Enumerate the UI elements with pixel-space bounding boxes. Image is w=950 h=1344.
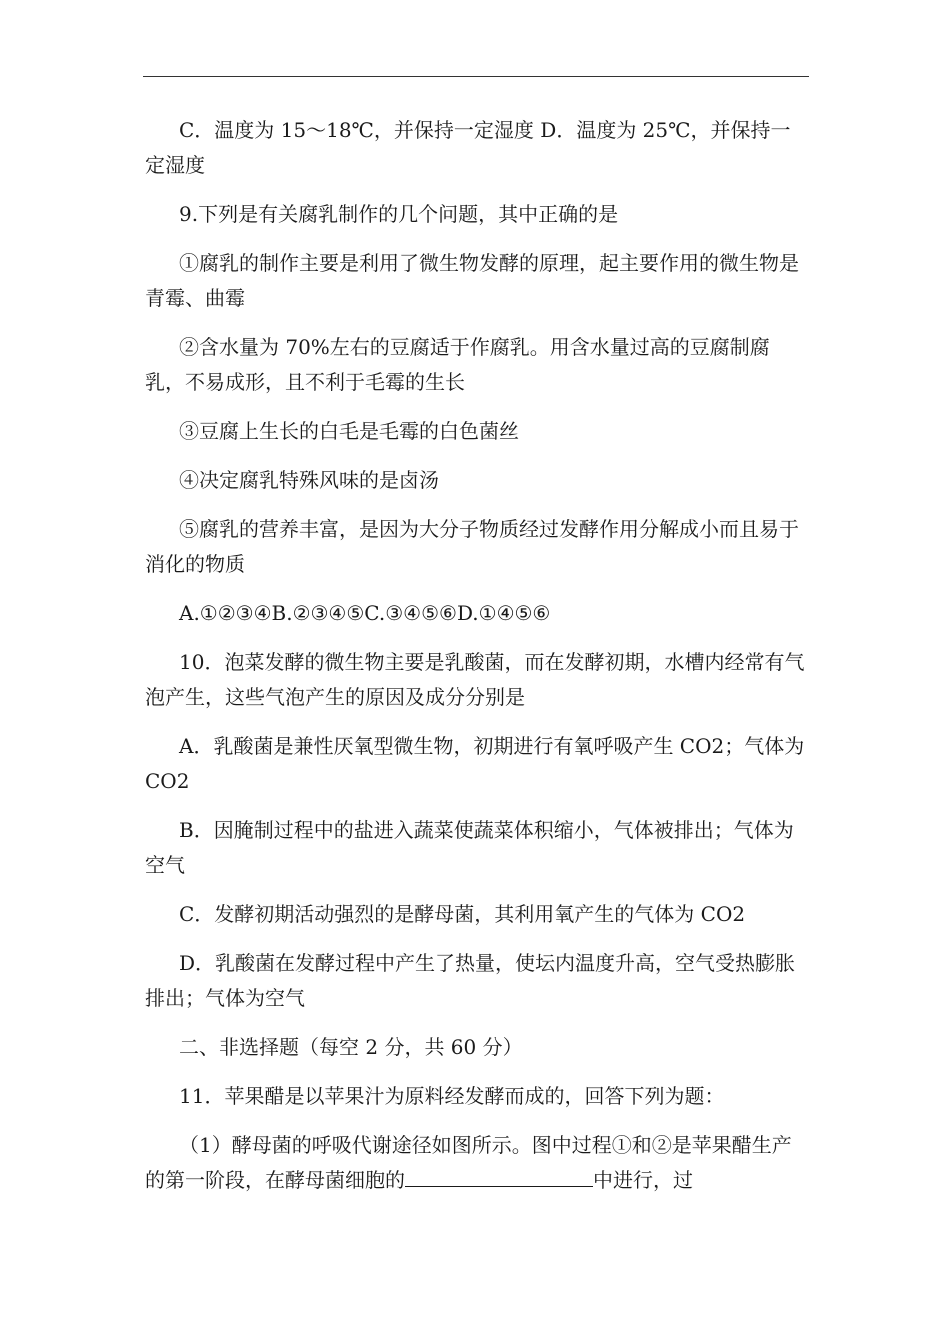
q10-option-b: B．因腌制过程中的盐进入蔬菜使蔬菜体积缩小，气体被排出；气体为空气 bbox=[145, 818, 794, 877]
q11-part-1-tail: 中进行，过 bbox=[593, 1168, 693, 1192]
q9-statement-1: ①腐乳的制作主要是利用了微生物发酵的原理，起主要作用的微生物是青霉、曲霉 bbox=[145, 251, 799, 310]
q11-part-1-text: （1）酵母菌的呼吸代谢途径如图所示。图中过程①和②是苹果醋生产的第一阶段，在酵母菌细胞的 bbox=[145, 1133, 792, 1192]
question-11: 11．苹果醋是以苹果汁为原料经发酵而成的，回答下列为题： bbox=[179, 1084, 725, 1108]
section-2-heading: 二、非选择题（每空 2 分，共 60 分） bbox=[179, 1035, 523, 1059]
document-body bbox=[145, 113, 807, 1198]
header-rule bbox=[143, 76, 809, 77]
q10-option-a: A．乳酸菌是兼性厌氧型微生物，初期进行有氧呼吸产生 CO2；气体为 CO2 bbox=[145, 734, 805, 793]
q9-options: A.①②③④B.②③④⑤C.③④⑤⑥D.①④⑤⑥ bbox=[179, 601, 551, 625]
q9-statement-3: ③豆腐上生长的白毛是毛霉的白色菌丝 bbox=[179, 419, 519, 443]
question-10: 10．泡菜发酵的微生物主要是乳酸菌，而在发酵初期，水槽内经常有气泡产生，这些气泡产生的原因及成分分别是 bbox=[145, 650, 805, 709]
answer-blank[interactable] bbox=[405, 1166, 593, 1187]
q9-statement-4: ④决定腐乳特殊风味的是卤汤 bbox=[179, 468, 439, 492]
q11-part-1 bbox=[145, 1128, 807, 1198]
q10-option-d: D．乳酸菌在发酵过程中产生了热量，使坛内温度升高，空气受热膨胀排出；气体为空气 bbox=[145, 951, 796, 1010]
q9-statement-2: ②含水量为 70%左右的豆腐适于作腐乳。用含水量过高的豆腐制腐乳，不易成形，且不利于毛霉的生长 bbox=[145, 335, 770, 394]
q9-statement-5: ⑤腐乳的营养丰富，是因为大分子物质经过发酵作用分解成小而且易于消化的物质 bbox=[145, 517, 799, 576]
q8-options-cd: C．温度为 15～18℃，并保持一定湿度 D．温度为 25℃，并保持一定湿度 bbox=[145, 118, 791, 177]
question-9: 9.下列是有关腐乳制作的几个问题，其中正确的是 bbox=[179, 202, 619, 226]
q10-option-c: C．发酵初期活动强烈的是酵母菌，其利用氧产生的气体为 CO2 bbox=[179, 902, 746, 926]
